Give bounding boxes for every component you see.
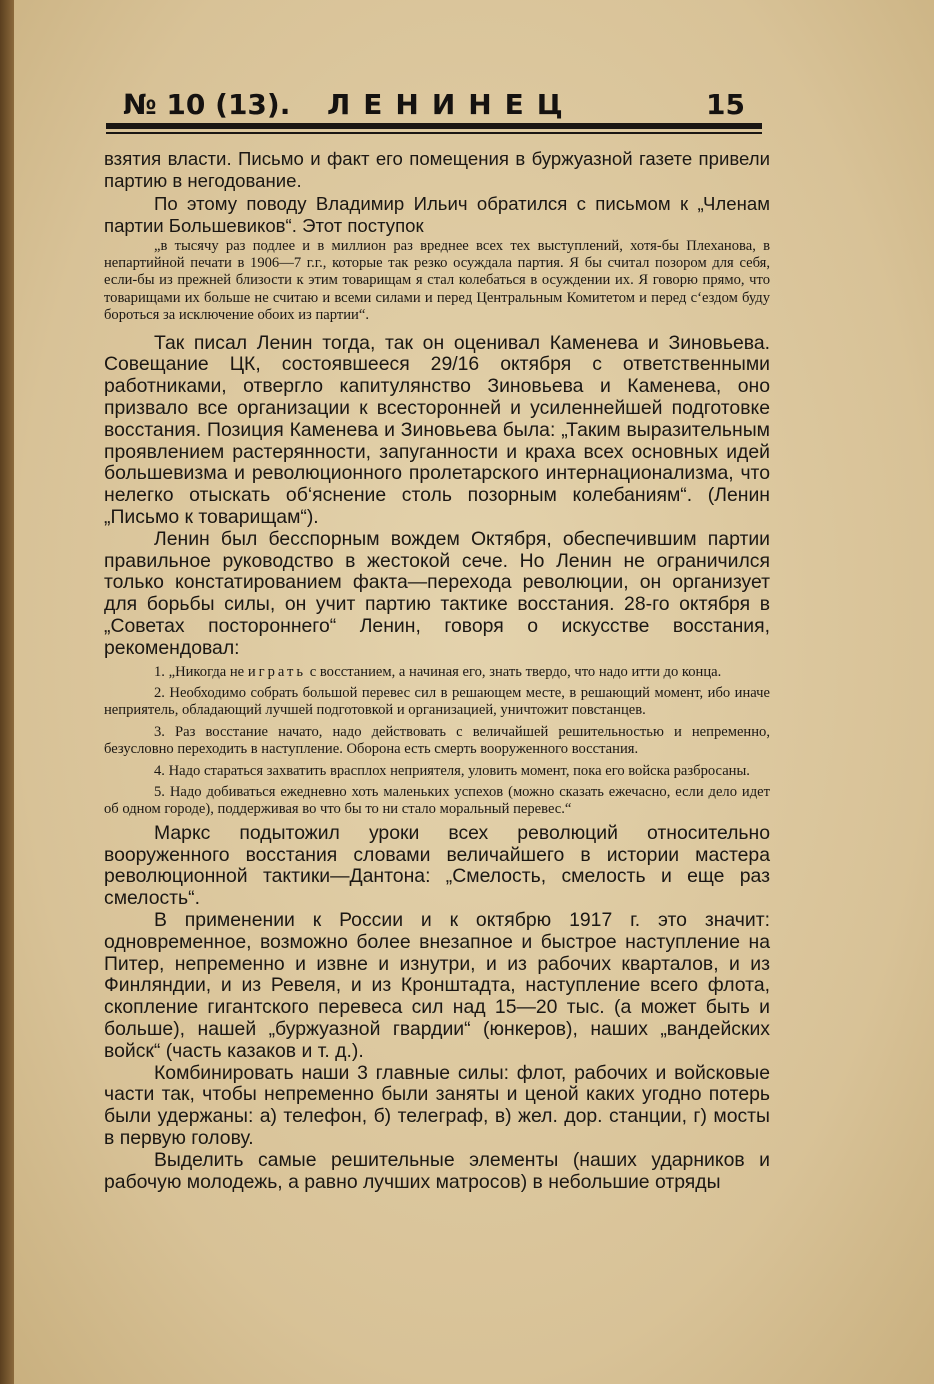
header-rule-thick [106, 123, 762, 129]
list-item-2: 2. Необходимо собрать большой перевес сил в решающем месте, в решающий момент, ибо иначе неприятель, обладающий лучшей подготовкой и организацией, уничтожит повстанцев. [104, 685, 770, 719]
list-item-3: 3. Раз восстание начато, надо действовать с величайшей решительностью и непременно, безусловно переходить в наступление. Оборона есть смерть вооруженного восстания. [104, 723, 770, 758]
paragraph-6: В применении к России и к октябрю 1917 г. это значит: одновременное, возможно более внезапное и быстрое наступление на Питер, непременно и извне и изнутри, и из рабочих кварталов, и из Финляндии, и из Ревеля, и из Кронштадта, наступление всего флота, скопление гигантского перевеса сил над 15—20 тыс. (а может быть и больше), нашей „буржуазной гвардии“ (юнкеров), наших „вандейских войск“ (часть казаков и т. д.). [104, 909, 770, 1062]
header-rule-thin [106, 132, 762, 134]
list-item-1-pre: 1. „Никогда не [154, 663, 245, 680]
page-header [113, 84, 749, 124]
list-item-1 [104, 664, 770, 681]
list-item-1-emphasis: играть [247, 663, 307, 680]
paragraph-8: Выделить самые решительные элементы (наших ударников и рабочую молодежь, а равно лучших матросов) в небольшие отряды [104, 1148, 770, 1193]
page-number: 15 [706, 88, 745, 121]
paragraph-5: Маркс подытожил уроки всех революций относительно вооруженного восстания словами величайшего в истории мастера революционной тактики—Дантона: „Смелость, смелость и еще раз смелость“. [104, 821, 770, 910]
list-item-5: 5. Надо добиваться ежедневно хоть маленьких успехов (можно сказать ежечасно, если дело идет об одном городе), поддерживая во что бы то ни стало моральный перевес.“ [104, 784, 770, 818]
paragraph-4: Ленин был бесспорным вождем Октября, обеспечившим партии правильное руководство в жестокой сече. Но Ленин не ограничился только констатированием факта—перехода революции, он организует для борьбы силы, он учит партию тактике восстания. 28-го октября в „Советах постороннего“ Ленин, говоря о искусстве восстания, рекомендовал: [104, 527, 770, 659]
paragraph-1: взятия власти. Письмо и факт его помещения в буржуазной газете привели партию в негодование. [104, 148, 770, 192]
issue-number: № 10 (13). [123, 88, 291, 121]
book-spine-edge [0, 0, 14, 1384]
paragraph-2: По этому поводу Владимир Ильич обратился с письмом к „Членам партии Большевиков“. Этот поступок [104, 192, 770, 237]
paragraph-3: Так писал Ленин тогда, так он оценивал Каменева и Зиновьева. Совещание ЦК, состоявшееся 29/16 октября с ответственными работниками, отвергло капитулянство Зиновьева и Каменева, оно призвало все организации к всесторонней и усиленнейшей подготовке восстания. Позиция Каменева и Зиновьева была: „Таким выразительным проявлением растерянности, запуганности и краха всех основных идей большевизма и революционного пролетарского интернационализма, что нелегко отыскать об‘яснение столь позорным колебаниям“. (Ленин „Письмо к товарищам“). [104, 331, 770, 529]
paragraph-7: Комбинировать наши 3 главные силы: флот, рабочих и войсковые части так, чтобы непременно были заняты и ценой каких угодно потерь были удержаны: а) телефон, б) телеграф, в) жел. дор. станции, г) мосты в первую голову. [104, 1061, 770, 1150]
quote-lenin-letter: „в тысячу раз подлее и в миллион раз вреднее всех тех выступлений, хотя-бы Плеханова, в непартийной печати в 1906—7 г.г., которые так резко осуждала партия. Я бы считал позором для себя, если-бы из прежней близости к этим товарищам я стал колебаться в осуждении их. Я говорю прямо, что товарищами их больше не считаю и всеми силами и перед Центральным Комитетом и перед с‘ездом буду бороться за исключение обоих из партии“. [104, 237, 770, 324]
magazine-title: ЛЕНИНЕЦ [327, 88, 576, 121]
list-item-1-post: с восстанием, а начиная его, знать твердо, что надо итти до конца. [309, 663, 722, 680]
list-item-4: 4. Надо стараться захватить врасплох неприятеля, уловить момент, пока его войска разбросаны. [154, 762, 750, 779]
article-body [104, 148, 770, 1193]
